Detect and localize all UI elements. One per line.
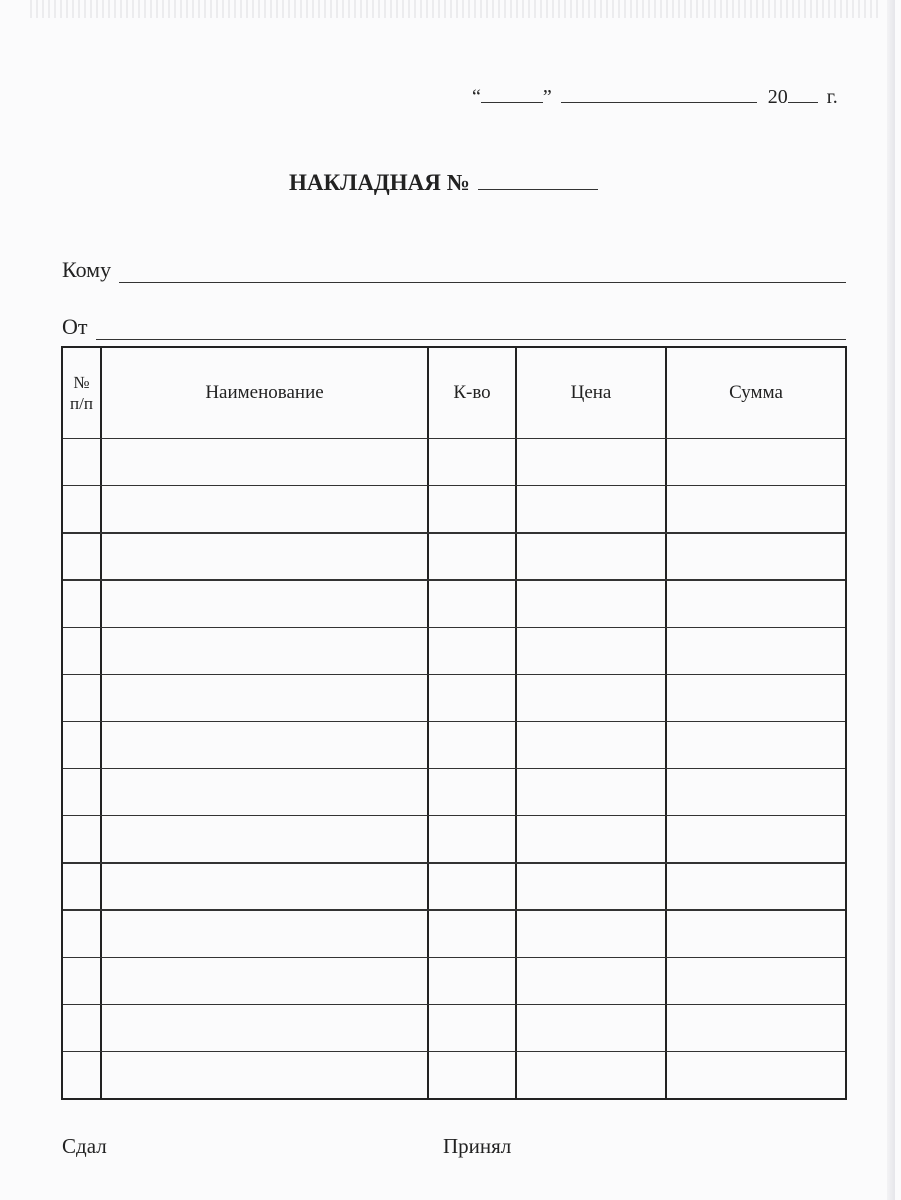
handed-over-label: Сдал	[62, 1134, 107, 1158]
header-quantity: К-во	[453, 382, 491, 403]
table-row-line	[63, 485, 845, 486]
to-line[interactable]	[119, 262, 846, 283]
table-row-line	[63, 627, 845, 628]
year-blank[interactable]	[788, 101, 818, 103]
invoice-number-blank[interactable]	[478, 189, 598, 190]
column-divider	[100, 348, 102, 1098]
table-row-line	[63, 957, 845, 958]
received-label: Принял	[443, 1134, 512, 1158]
header-number-line1: №	[73, 373, 90, 392]
table-row-line	[63, 909, 845, 910]
table-row-line	[63, 1051, 845, 1052]
items-table	[61, 346, 847, 1100]
table-row-line	[63, 674, 845, 675]
table-row-line	[63, 768, 845, 769]
header-number-line2: п/п	[70, 394, 93, 413]
month-blank[interactable]	[561, 101, 757, 103]
table-row-line	[63, 862, 845, 863]
table-row-line	[63, 815, 845, 816]
header-number	[63, 348, 100, 438]
pad-side-edge	[887, 0, 895, 1200]
year-prefix: 20	[767, 86, 788, 108]
column-divider	[665, 348, 667, 1098]
date-open-quote: “	[472, 86, 481, 108]
table-row-line	[63, 532, 845, 533]
header-price: Цена	[570, 382, 612, 403]
from-line[interactable]	[96, 319, 846, 340]
table-row-line	[63, 579, 845, 580]
day-blank[interactable]	[481, 101, 543, 103]
document-title-text: НАКЛАДНАЯ №	[289, 170, 470, 195]
table-row-line	[63, 438, 845, 439]
header-sum: Сумма	[729, 382, 783, 403]
table-row-line	[63, 1004, 845, 1005]
header-name: Наименование	[205, 382, 324, 403]
date-line	[472, 86, 838, 109]
perforation-edge	[30, 0, 881, 18]
to-field	[62, 257, 846, 283]
from-label: От	[62, 314, 88, 339]
column-divider	[427, 348, 429, 1098]
date-close-quote: ”	[542, 86, 552, 108]
document-title	[289, 170, 598, 196]
column-divider	[515, 348, 517, 1098]
table-row-line	[63, 721, 845, 722]
to-label: Кому	[62, 257, 112, 282]
from-field	[62, 314, 846, 340]
year-suffix: г.	[826, 86, 838, 108]
